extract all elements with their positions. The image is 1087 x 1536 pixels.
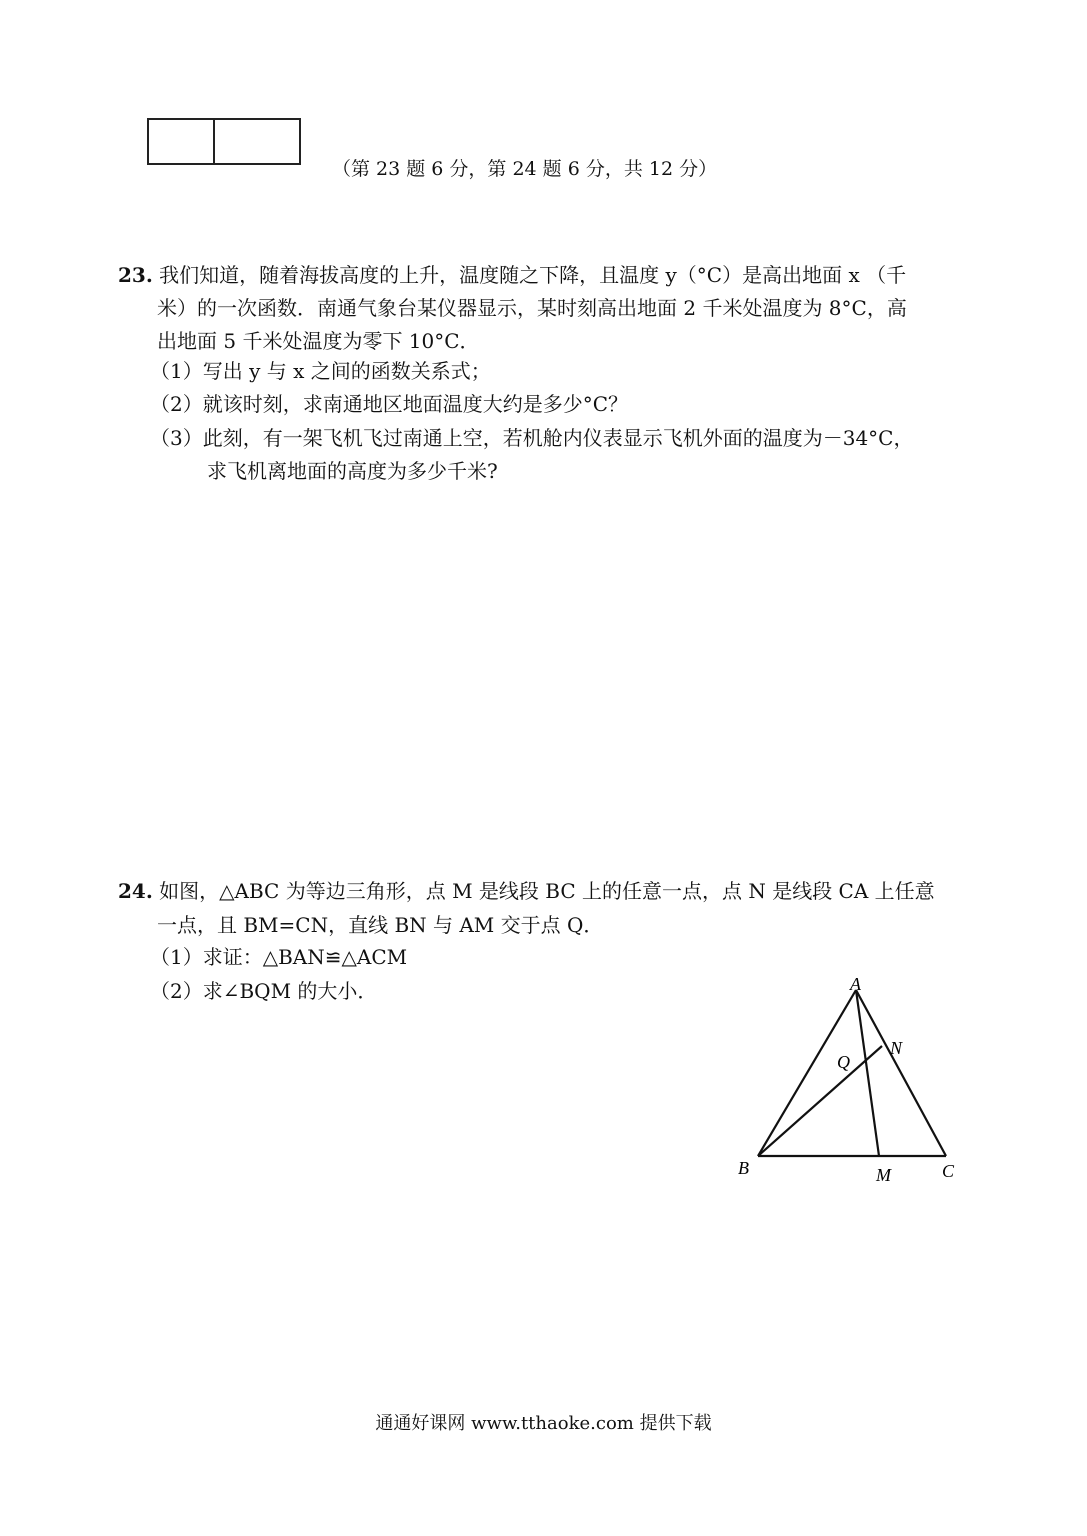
label-n: N (890, 1038, 903, 1058)
q23-line3: 出地面 5 千米处温度为零下 10°C． (157, 329, 480, 353)
q24-part2: （2）求∠BQM 的大小． (150, 979, 378, 1003)
q23-line1 (118, 261, 906, 289)
footer-credit: 通通好课网 www.tthaoke.com 提供下载 (375, 1413, 712, 1434)
segment-bn (758, 1046, 882, 1156)
q24-number: 24. (118, 879, 153, 903)
label-a: A (850, 974, 861, 994)
label-b: B (738, 1158, 749, 1178)
q23-line1-text: 我们知道，随着海拔高度的上升，温度随之下降，且温度 y（°C）是高出地面 x （千 (159, 263, 907, 287)
q24-line1 (118, 877, 935, 905)
q23-part3-line1: （3）此刻，有一架飞机飞过南通上空，若机舱内仪表显示飞机外面的温度为－34°C， (150, 426, 914, 450)
triangle-diagram (730, 966, 980, 1196)
section-score-note: （第 23 题 6 分，第 24 题 6 分，共 12 分） (332, 158, 718, 180)
q23-number: 23. (118, 263, 153, 287)
segment-am (856, 990, 879, 1156)
q24-part1: （1）求证：△BAN≌△ACM (150, 945, 408, 969)
score-cell-score (215, 120, 299, 163)
label-c: C (942, 1161, 955, 1181)
q23-part1: （1）写出 y 与 x 之间的函数关系式； (150, 359, 491, 383)
label-q: Q (837, 1052, 850, 1072)
score-cell-reviewer (149, 120, 215, 163)
q24-line1-text: 如图，△ABC 为等边三角形，点 M 是线段 BC 上的任意一点，点 N 是线段 CA 上任意 (159, 879, 935, 903)
q23-part3-line2: 求飞机离地面的高度为多少千米? (207, 459, 498, 483)
label-m: M (876, 1165, 891, 1185)
q23-line2: 米）的一次函数．南通气象台某仪器显示，某时刻高出地面 2 千米处温度为 8°C，高 (157, 296, 907, 320)
q24-line2: 一点，且 BM=CN，直线 BN 与 AM 交于点 Q． (157, 913, 604, 937)
side-ac (856, 990, 946, 1156)
score-table (147, 118, 301, 165)
q23-part2: （2）就该时刻，求南通地区地面温度大约是多少°C？ (150, 392, 629, 416)
side-ab (758, 990, 856, 1156)
